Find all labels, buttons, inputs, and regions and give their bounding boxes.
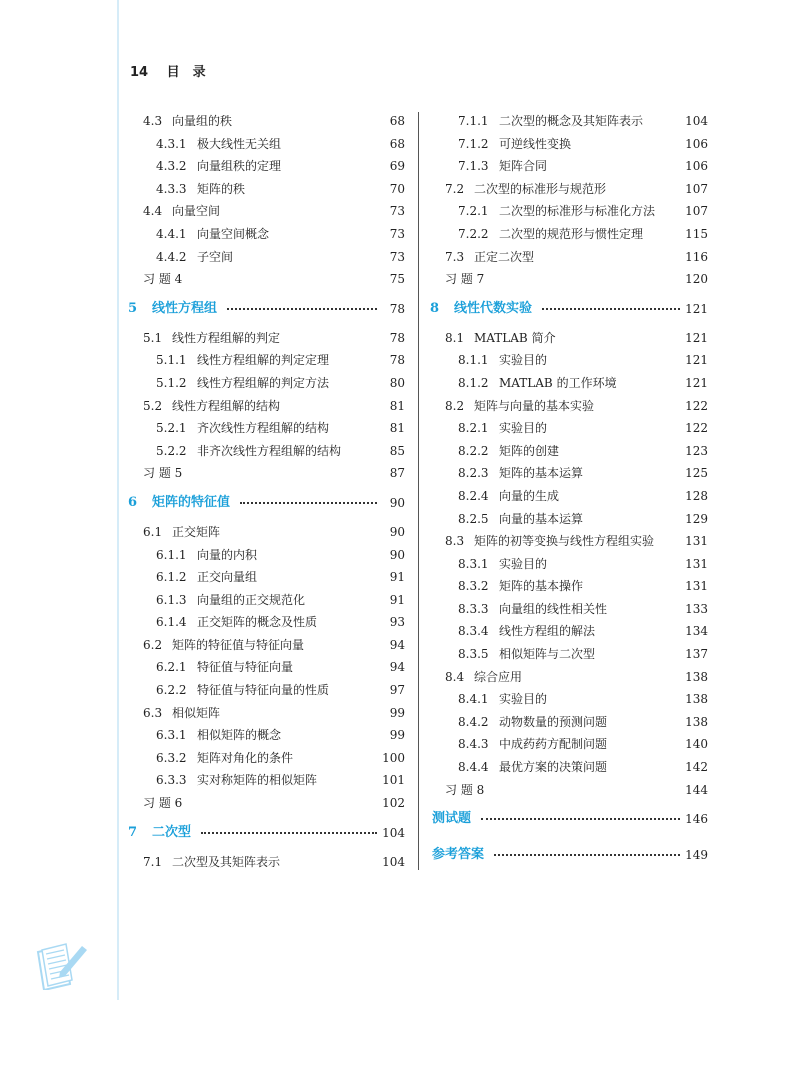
entry-title: 正交矩阵的概念及性质 (197, 615, 318, 630)
toc-entry-appendix[interactable] (422, 837, 708, 873)
toc-entry-l2[interactable] (120, 372, 405, 395)
toc-entry-l2[interactable] (120, 679, 405, 702)
dot-leader (481, 818, 680, 820)
entry-page-number: 116 (685, 249, 708, 264)
entry-number: 4.3.1 (156, 136, 187, 151)
entry-page-number: 106 (685, 136, 708, 151)
toc-entry-l2[interactable] (120, 349, 405, 372)
entry-number: 6.3.1 (156, 728, 187, 743)
toc-entry-l2[interactable] (120, 223, 405, 246)
entry-page-number: 123 (685, 443, 708, 458)
entry-page-number: 68 (389, 114, 405, 128)
dot-leader (240, 502, 377, 504)
entry-title: 习 题 4 (143, 272, 183, 287)
toc-entry-l2[interactable] (120, 417, 405, 440)
entry-page-number: 101 (382, 773, 405, 788)
entry-number: 6.2 (143, 637, 163, 652)
toc-entry-l1[interactable] (422, 178, 708, 201)
entry-title: 矩阵的基本运算 (499, 466, 584, 481)
entry-page-number: 91 (389, 570, 405, 585)
toc-entry-l2[interactable] (422, 133, 708, 156)
entry-number: 8.3.5 (458, 647, 489, 662)
entry-title: 矩阵合同 (499, 159, 548, 174)
toc-entry-l2[interactable] (422, 688, 708, 711)
toc-entry-l2[interactable] (120, 544, 405, 567)
entry-title: 实对称矩阵的相似矩阵 (197, 773, 318, 788)
entry-page-number: 75 (389, 272, 405, 287)
entry-title: 线性方程组解的判定 (172, 330, 281, 345)
toc-entry-l2[interactable] (120, 769, 405, 792)
entry-title: 习 题 6 (143, 796, 183, 811)
entry-title: 习 题 5 (143, 466, 183, 481)
entry-page-number: 73 (389, 204, 405, 219)
entry-number: 8.3.3 (458, 601, 489, 616)
toc-entry-chapter[interactable] (422, 291, 708, 327)
toc-entry-ex[interactable] (422, 779, 708, 802)
entry-page-number: 99 (389, 728, 405, 743)
entry-number: 8.2.4 (458, 488, 489, 503)
entry-number: 7.1.2 (458, 136, 489, 151)
entry-title: 向量组的线性相关性 (499, 601, 608, 616)
entry-page-number: 90 (389, 547, 405, 562)
entry-title: 非齐次线性方程组解的结构 (197, 443, 342, 458)
entry-number: 6.2.1 (156, 660, 187, 675)
entry-title: 特征值与特征向量 (197, 660, 294, 675)
entry-number: 6.3.3 (156, 773, 187, 788)
entry-page-number: 137 (685, 647, 708, 662)
entry-title: 最优方案的决策问题 (499, 760, 608, 775)
entry-number: 8.2.1 (458, 421, 489, 436)
entry-number: 8.2.3 (458, 466, 489, 481)
entry-title: 矩阵的秩 (197, 181, 246, 196)
entry-number: 7.2 (445, 181, 465, 196)
entry-title: 向量的生成 (499, 488, 560, 503)
entry-page-number: 144 (685, 782, 708, 797)
toc-entry-l1[interactable] (120, 200, 405, 223)
entry-number: 6.3 (143, 705, 163, 720)
toc-entry-l2[interactable] (422, 110, 708, 133)
entry-number: 6.1.2 (156, 570, 187, 585)
entry-page-number: 125 (685, 466, 708, 481)
entry-number: 7.1 (143, 854, 163, 869)
entry-title: 向量空间概念 (197, 226, 270, 241)
entry-page-number: 138 (685, 714, 708, 729)
entry-number: 5.2.2 (156, 443, 187, 458)
entry-title: 可逆线性变换 (499, 136, 572, 151)
entry-page-number: 134 (685, 624, 708, 639)
toc-entry-ex[interactable] (422, 268, 708, 291)
entry-number: 7.1.1 (458, 114, 489, 128)
entry-number: 5.1.2 (156, 375, 187, 390)
entry-number: 4.3.3 (156, 181, 187, 196)
toc-entry-l2[interactable] (422, 440, 708, 463)
entry-title: MATLAB 的工作环境 (499, 375, 617, 390)
toc-entry-l2[interactable] (422, 643, 708, 666)
toc-entry-l2[interactable] (422, 417, 708, 440)
entry-title: 向量组的正交规范化 (197, 592, 306, 607)
entry-title: 矩阵的特征值与特征向量 (172, 637, 305, 652)
entry-number: 4.3 (143, 114, 163, 128)
entry-page-number: 104 (685, 114, 708, 128)
entry-title: 矩阵的创建 (499, 443, 560, 458)
entry-number: 5 (128, 300, 138, 316)
entry-number: 4.3.2 (156, 159, 187, 174)
entry-page-number: 138 (685, 669, 708, 684)
entry-page-number: 129 (685, 511, 708, 526)
dot-leader (494, 854, 680, 856)
entry-number: 5.2 (143, 398, 163, 413)
entry-number: 8.1.2 (458, 375, 489, 390)
entry-title: 特征值与特征向量的性质 (197, 683, 330, 698)
entry-page-number: 100 (382, 750, 405, 765)
entry-page-number: 73 (389, 249, 405, 264)
entry-page-number: 94 (389, 637, 405, 652)
entry-page-number: 73 (389, 226, 405, 241)
entry-title: 矩阵的基本操作 (499, 579, 584, 594)
entry-number: 6.1.3 (156, 592, 187, 607)
entry-page-number: 94 (389, 660, 405, 675)
entry-page-number: 107 (685, 181, 708, 196)
toc-entry-l2[interactable] (120, 178, 405, 201)
entry-page-number: 106 (685, 159, 708, 174)
entry-page-number: 121 (685, 353, 708, 368)
entry-number: 7 (128, 824, 138, 840)
toc-entry-ex[interactable] (120, 268, 405, 291)
entry-page-number: 138 (685, 692, 708, 707)
entry-page-number: 104 (382, 825, 405, 840)
entry-title: 实验目的 (499, 353, 548, 368)
entry-title: 相似矩阵 (172, 705, 221, 720)
entry-number: 6.1 (143, 524, 163, 539)
entry-title: 二次型及其矩阵表示 (172, 854, 281, 869)
entry-title: 向量的内积 (197, 547, 258, 562)
entry-page-number: 81 (389, 398, 405, 413)
entry-number: 4.4.1 (156, 226, 187, 241)
entry-number: 5.2.1 (156, 421, 187, 436)
entry-title: 向量空间 (172, 204, 221, 219)
toc-entry-l2[interactable] (422, 575, 708, 598)
entry-page-number: 121 (685, 330, 708, 345)
entry-number: 8.4.3 (458, 737, 489, 752)
entry-number: 4.4 (143, 204, 163, 219)
entry-page-number: 99 (389, 705, 405, 720)
entry-number: 7.3 (445, 249, 465, 264)
entry-page-number: 68 (389, 136, 405, 151)
entry-title: 矩阵对角化的条件 (197, 750, 294, 765)
entry-title: 二次型的标准形与规范形 (474, 181, 607, 196)
entry-title: 线性代数实验 (454, 300, 533, 316)
entry-number: 7.1.3 (458, 159, 489, 174)
toc-entry-l2[interactable] (120, 611, 405, 634)
entry-number: 8.1.1 (458, 353, 489, 368)
page-title: 目 录 (166, 65, 206, 80)
toc-entry-l1[interactable] (120, 634, 405, 657)
toc-entry-l2[interactable] (422, 223, 708, 246)
entry-number: 5.1.1 (156, 353, 187, 368)
entry-number: 8.3.1 (458, 556, 489, 571)
toc-entry-chapter[interactable] (120, 485, 405, 521)
entry-title: 矩阵的初等变换与线性方程组实验 (474, 534, 655, 549)
entry-title: 相似矩阵与二次型 (499, 647, 596, 662)
entry-title: 线性方程组解的判定方法 (197, 375, 330, 390)
toc-entry-l1[interactable] (120, 521, 405, 544)
entry-page-number: 140 (685, 737, 708, 752)
entry-title: 动物数量的预测问题 (499, 714, 608, 729)
entry-page-number: 146 (685, 812, 708, 827)
toc-entry-appendix[interactable] (422, 801, 708, 837)
toc-right-column (422, 110, 708, 873)
dot-leader (201, 832, 377, 834)
entry-number: 6.2.2 (156, 683, 187, 698)
toc-entry-l1[interactable] (120, 395, 405, 418)
toc-entry-l1[interactable] (120, 702, 405, 725)
entry-page-number: 97 (389, 683, 405, 698)
toc-entry-ex[interactable] (120, 792, 405, 815)
entry-page-number: 122 (685, 398, 708, 413)
column-divider (418, 112, 419, 870)
margin-line (117, 0, 119, 1000)
entry-page-number: 80 (389, 375, 405, 390)
entry-page-number: 133 (685, 601, 708, 616)
entry-number: 7.2.1 (458, 204, 489, 219)
entry-number: 6 (128, 494, 138, 510)
toc-entry-chapter[interactable] (120, 815, 405, 851)
entry-page-number: 131 (685, 556, 708, 571)
entry-page-number: 78 (389, 301, 405, 316)
entry-title: 相似矩阵的概念 (197, 728, 282, 743)
entry-page-number: 69 (389, 159, 405, 174)
toc-entry-l1[interactable] (422, 246, 708, 269)
entry-page-number: 90 (389, 495, 405, 510)
entry-number: 6.3.2 (156, 750, 187, 765)
toc-entry-l2[interactable] (422, 553, 708, 576)
entry-title: 线性方程组解的结构 (172, 398, 281, 413)
notebook-pencil-icon (36, 940, 92, 994)
entry-page-number: 85 (389, 443, 405, 458)
toc-entry-l2[interactable] (422, 372, 708, 395)
entry-title: 线性方程组的解法 (499, 624, 596, 639)
entry-number: 5.1 (143, 330, 163, 345)
toc-entry-l2[interactable] (120, 155, 405, 178)
toc-entry-l1[interactable] (422, 666, 708, 689)
toc-entry-l1[interactable] (120, 851, 405, 874)
entry-title: 二次型的标准形与标准化方法 (499, 204, 656, 219)
toc-entry-l2[interactable] (422, 155, 708, 178)
entry-page-number: 87 (389, 466, 405, 481)
entry-number: 8 (430, 300, 440, 316)
entry-title: 线性方程组 (152, 300, 218, 316)
entry-page-number: 142 (685, 760, 708, 775)
entry-number: 7.2.2 (458, 226, 489, 241)
entry-page-number: 115 (685, 226, 708, 241)
entry-page-number: 81 (389, 421, 405, 436)
entry-title: 矩阵与向量的基本实验 (474, 398, 595, 413)
toc-entry-l2[interactable] (422, 756, 708, 779)
entry-number: 6.1.4 (156, 615, 187, 630)
toc-entry-l2[interactable] (120, 747, 405, 770)
toc-entry-l1[interactable] (422, 327, 708, 350)
toc-entry-l2[interactable] (422, 508, 708, 531)
toc-entry-l1[interactable] (422, 530, 708, 553)
entry-number: 8.3 (445, 534, 465, 549)
entry-number: 6.1.1 (156, 547, 187, 562)
entry-number: 8.4.1 (458, 692, 489, 707)
entry-title: 向量的基本运算 (499, 511, 584, 526)
toc-entry-l2[interactable] (422, 711, 708, 734)
toc-entry-l2[interactable] (422, 485, 708, 508)
entry-title: 中成药药方配制问题 (499, 737, 608, 752)
entry-title: 正交矩阵 (172, 524, 221, 539)
toc-entry-l2[interactable] (120, 656, 405, 679)
entry-title: 测试题 (432, 811, 472, 827)
entry-title: 习 题 8 (445, 782, 485, 797)
toc-entry-l2[interactable] (120, 589, 405, 612)
entry-number: 8.3.4 (458, 624, 489, 639)
toc-entry-l2[interactable] (422, 349, 708, 372)
toc-entry-l1[interactable] (120, 327, 405, 350)
toc-left-column (120, 110, 405, 873)
dot-leader (542, 308, 680, 310)
entry-page-number: 93 (389, 615, 405, 630)
entry-number: 8.2 (445, 398, 465, 413)
entry-title: MATLAB 简介 (474, 330, 556, 345)
entry-page-number: 70 (389, 181, 405, 196)
entry-title: 齐次线性方程组解的结构 (197, 421, 330, 436)
entry-title: 极大线性无关组 (197, 136, 282, 151)
entry-title: 实验目的 (499, 421, 548, 436)
entry-page-number: 102 (382, 796, 405, 811)
entry-page-number: 122 (685, 421, 708, 436)
entry-page-number: 90 (389, 524, 405, 539)
entry-title: 向量组的秩 (172, 114, 233, 128)
entry-title: 正交向量组 (197, 570, 258, 585)
entry-page-number: 91 (389, 592, 405, 607)
entry-page-number: 104 (382, 854, 405, 869)
page-number: 14 (130, 65, 149, 80)
entry-number: 8.2.2 (458, 443, 489, 458)
entry-page-number: 121 (685, 375, 708, 390)
entry-number: 8.4.4 (458, 760, 489, 775)
toc-entry-l1[interactable] (422, 395, 708, 418)
toc-entry-l2[interactable] (120, 566, 405, 589)
entry-title: 二次型 (152, 824, 192, 840)
entry-number: 8.1 (445, 330, 465, 345)
toc-entry-l2[interactable] (422, 200, 708, 223)
toc-entry-ex[interactable] (120, 462, 405, 485)
entry-number: 8.3.2 (458, 579, 489, 594)
toc-entry-l2[interactable] (422, 462, 708, 485)
entry-title: 矩阵的特征值 (152, 494, 231, 510)
toc-entry-l2[interactable] (120, 724, 405, 747)
toc-entry-l2[interactable] (120, 133, 405, 156)
entry-title: 二次型的概念及其矩阵表示 (499, 114, 644, 128)
entry-number: 8.4.2 (458, 714, 489, 729)
entry-number: 8.2.5 (458, 511, 489, 526)
entry-page-number: 78 (389, 330, 405, 345)
entry-page-number: 131 (685, 579, 708, 594)
entry-page-number: 120 (685, 272, 708, 287)
page-header (130, 61, 220, 80)
entry-page-number: 149 (685, 848, 708, 863)
entry-title: 实验目的 (499, 692, 548, 707)
entry-page-number: 131 (685, 534, 708, 549)
entry-number: 4.4.2 (156, 249, 187, 264)
entry-title: 子空间 (197, 249, 234, 264)
entry-title: 正定二次型 (474, 249, 535, 264)
entry-page-number: 121 (685, 301, 708, 316)
entry-page-number: 128 (685, 488, 708, 503)
entry-page-number: 107 (685, 204, 708, 219)
entry-page-number: 78 (389, 353, 405, 368)
entry-title: 二次型的规范形与惯性定理 (499, 226, 644, 241)
toc-entry-l2[interactable] (422, 733, 708, 756)
dot-leader (227, 308, 377, 310)
entry-title: 线性方程组解的判定定理 (197, 353, 330, 368)
toc-entry-l2[interactable] (422, 598, 708, 621)
toc-entry-l2[interactable] (120, 246, 405, 269)
entry-title: 向量组秩的定理 (197, 159, 282, 174)
toc-entry-l1[interactable] (120, 110, 405, 133)
toc-entry-chapter[interactable] (120, 291, 405, 327)
entry-number: 8.4 (445, 669, 465, 684)
entry-title: 参考答案 (432, 847, 485, 863)
toc-entry-l2[interactable] (120, 440, 405, 463)
toc-entry-l2[interactable] (422, 620, 708, 643)
entry-title: 习 题 7 (445, 272, 485, 287)
entry-title: 实验目的 (499, 556, 548, 571)
entry-title: 综合应用 (474, 669, 523, 684)
